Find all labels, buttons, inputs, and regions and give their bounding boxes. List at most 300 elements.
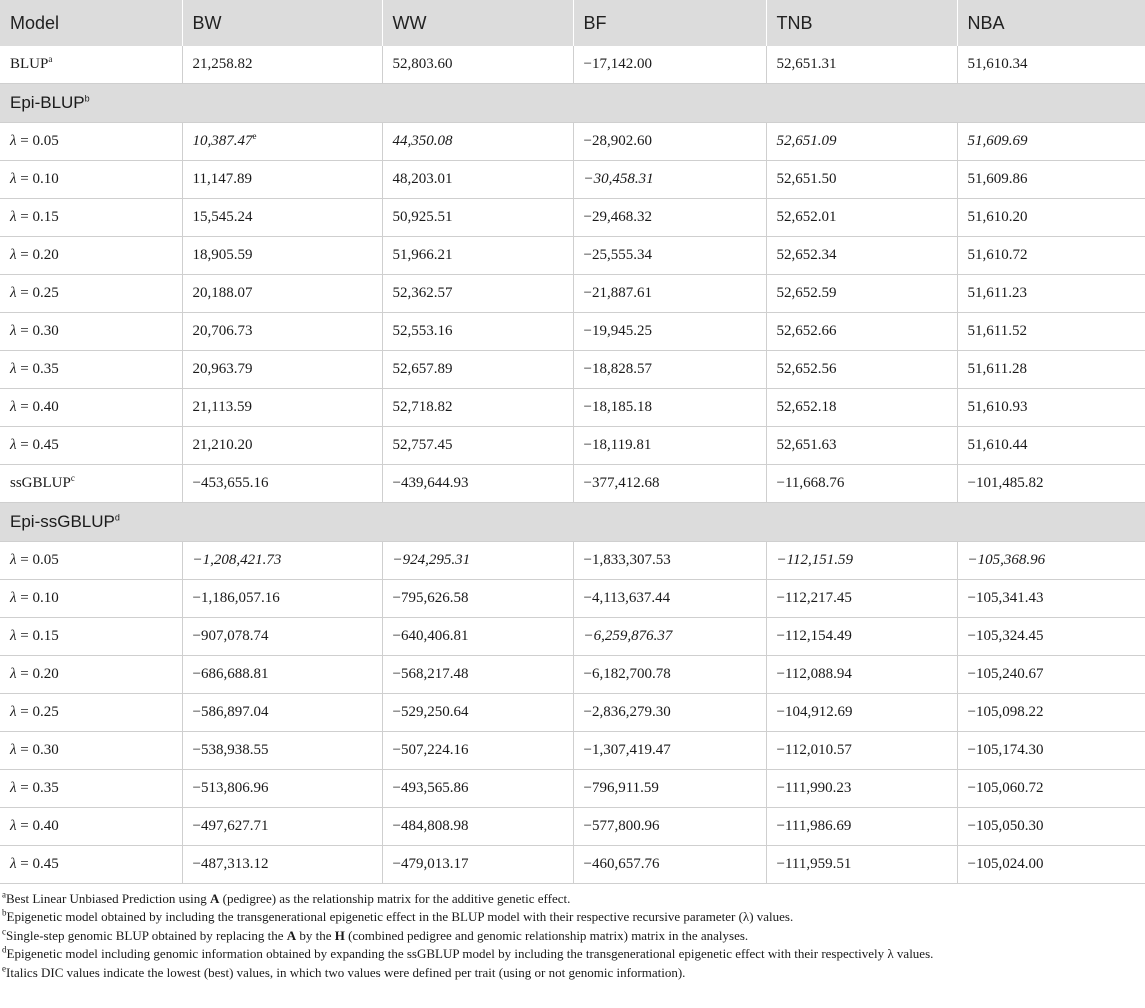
- table-body: [0, 46, 1145, 884]
- footnote-mark: e: [252, 131, 257, 141]
- value-cell: [573, 351, 766, 389]
- lambda-symbol: λ: [10, 780, 17, 796]
- value-cell: [182, 656, 382, 694]
- value-text: 51,610.93: [967, 399, 1028, 415]
- lambda-value: = 0.40: [20, 818, 59, 834]
- group-header-epi-blup: [0, 84, 1145, 123]
- footnote-mark: c: [70, 473, 75, 483]
- value-text: −105,060.72: [967, 780, 1044, 796]
- value-cell: [573, 542, 766, 580]
- model-cell: [0, 656, 182, 694]
- lambda-value: = 0.45: [20, 437, 59, 453]
- model-cell: [0, 694, 182, 732]
- lambda-value: = 0.40: [20, 399, 59, 415]
- value-cell: [382, 237, 573, 275]
- value-cell: [182, 427, 382, 465]
- value-text: 51,609.69: [967, 133, 1028, 149]
- value-text: −577,800.96: [583, 818, 660, 834]
- value-cell: [182, 275, 382, 313]
- value-cell: [382, 389, 573, 427]
- value-text: −924,295.31: [392, 552, 471, 568]
- value-cell: [573, 618, 766, 656]
- value-cell: [766, 123, 957, 161]
- value-text: −907,078.74: [192, 628, 269, 644]
- value-text: −28,902.60: [583, 133, 652, 149]
- value-text: −105,024.00: [967, 856, 1044, 872]
- value-text: −105,368.96: [967, 552, 1046, 568]
- value-text: −795,626.58: [392, 590, 469, 606]
- value-cell: [382, 313, 573, 351]
- value-text: 21,210.20: [192, 437, 253, 453]
- value-text: −6,259,876.37: [583, 628, 673, 644]
- value-cell: −377,412.68: [573, 465, 766, 503]
- footnote-mark: d: [2, 944, 7, 955]
- value-cell: −453,655.16: [182, 465, 382, 503]
- lambda-row: [0, 427, 1145, 465]
- value-text: −1,208,421.73: [192, 552, 282, 568]
- value-cell: [766, 656, 957, 694]
- value-cell: [573, 846, 766, 884]
- footnote-mark: e: [2, 963, 6, 974]
- lambda-row: [0, 618, 1145, 656]
- value-text: 44,350.08: [392, 133, 453, 149]
- lambda-symbol: λ: [10, 209, 17, 225]
- value-text: −29,468.32: [583, 209, 652, 225]
- value-text: −487,313.12: [192, 856, 269, 872]
- lambda-value: = 0.35: [20, 780, 59, 796]
- value-cell: [382, 808, 573, 846]
- value-text: −112,154.49: [776, 628, 852, 644]
- value-text: −112,088.94: [776, 666, 852, 682]
- value-cell: [182, 580, 382, 618]
- value-text: 51,610.20: [967, 209, 1028, 225]
- group-label: Epi-BLUP: [10, 93, 85, 112]
- lambda-symbol: λ: [10, 628, 17, 644]
- value-text: 52,652.01: [776, 209, 837, 225]
- value-cell: [382, 770, 573, 808]
- value-text: 18,905.59: [192, 247, 253, 263]
- value-text: 50,925.51: [392, 209, 453, 225]
- value-cell: [957, 694, 1145, 732]
- value-text: 52,718.82: [392, 399, 453, 415]
- model-cell: [0, 46, 182, 84]
- value-cell: [766, 580, 957, 618]
- lambda-symbol: λ: [10, 399, 17, 415]
- column-header-ww: WW: [382, 0, 573, 46]
- value-cell: [182, 199, 382, 237]
- value-cell: [573, 427, 766, 465]
- lambda-row: [0, 389, 1145, 427]
- lambda-row: [0, 656, 1145, 694]
- value-text: −1,186,057.16: [192, 590, 280, 606]
- value-text: 48,203.01: [392, 171, 453, 187]
- lambda-symbol: λ: [10, 171, 17, 187]
- footnote-text: (combined pedigree and genomic relationship matrix) matrix in the analyses.: [344, 927, 749, 943]
- value-cell: −101,485.82: [957, 465, 1145, 503]
- model-cell: [0, 808, 182, 846]
- model-cell: [0, 351, 182, 389]
- lambda-row: [0, 542, 1145, 580]
- value-cell: [382, 542, 573, 580]
- value-cell: [766, 237, 957, 275]
- value-cell: [766, 275, 957, 313]
- footnote-text: Single-step genomic BLUP obtained by replacing the: [6, 927, 287, 943]
- value-cell: −439,644.93: [382, 465, 573, 503]
- value-cell: [766, 389, 957, 427]
- value-text: 52,652.34: [776, 247, 837, 263]
- value-cell: [382, 694, 573, 732]
- value-text: 15,545.24: [192, 209, 253, 225]
- value-cell: [957, 199, 1145, 237]
- lambda-row: [0, 161, 1145, 199]
- lambda-value: = 0.25: [20, 285, 59, 301]
- value-text: 20,706.73: [192, 323, 253, 339]
- lambda-symbol: λ: [10, 361, 17, 377]
- value-text: 52,652.59: [776, 285, 837, 301]
- value-cell: −11,668.76: [766, 465, 957, 503]
- lambda-value: = 0.05: [20, 552, 59, 568]
- lambda-symbol: λ: [10, 856, 17, 872]
- value-text: −538,938.55: [192, 742, 269, 758]
- lambda-row: [0, 313, 1145, 351]
- lambda-symbol: λ: [10, 704, 17, 720]
- model-cell: [0, 123, 182, 161]
- value-text: −1,307,419.47: [583, 742, 671, 758]
- value-text: −460,657.76: [583, 856, 660, 872]
- lambda-value: = 0.05: [20, 133, 59, 149]
- value-cell: [382, 199, 573, 237]
- value-text: −484,808.98: [392, 818, 469, 834]
- footnote-mark: a: [2, 889, 6, 900]
- value-cell: [182, 313, 382, 351]
- value-text: 10,387.47: [192, 133, 253, 149]
- value-cell: [766, 770, 957, 808]
- value-cell: [573, 123, 766, 161]
- lambda-row: [0, 275, 1145, 313]
- value-text: −112,010.57: [776, 742, 852, 758]
- lambda-symbol: λ: [10, 323, 17, 339]
- value-cell: [957, 351, 1145, 389]
- value-text: −568,217.48: [392, 666, 469, 682]
- footnote-text: (pedigree) as the relationship matrix for the additive genetic effect.: [219, 891, 571, 906]
- value-cell: [957, 770, 1145, 808]
- value-text: −529,250.64: [392, 704, 469, 720]
- value-cell: [573, 808, 766, 846]
- value-text: 20,963.79: [192, 361, 253, 377]
- value-text: −104,912.69: [776, 704, 853, 720]
- value-cell: [573, 313, 766, 351]
- value-cell: [382, 351, 573, 389]
- lambda-row: [0, 846, 1145, 884]
- lambda-row: [0, 237, 1145, 275]
- lambda-symbol: λ: [10, 437, 17, 453]
- model-cell: [0, 427, 182, 465]
- lambda-value: = 0.35: [20, 361, 59, 377]
- group-label: Epi-ssGBLUP: [10, 512, 115, 531]
- value-text: 21,113.59: [192, 399, 252, 415]
- model-cell: [0, 275, 182, 313]
- value-cell: [573, 732, 766, 770]
- lambda-value: = 0.15: [20, 628, 59, 644]
- value-text: 51,609.86: [967, 171, 1028, 187]
- value-text: 52,652.56: [776, 361, 837, 377]
- value-text: −1,833,307.53: [583, 552, 671, 568]
- value-cell: [382, 846, 573, 884]
- header-row: [0, 0, 1145, 46]
- column-header-nba: NBA: [957, 0, 1145, 46]
- value-text: 51,610.72: [967, 247, 1028, 263]
- model-label: ssGBLUP: [10, 475, 71, 491]
- model-cell: [0, 770, 182, 808]
- value-cell: [382, 123, 573, 161]
- value-cell: [573, 580, 766, 618]
- value-cell: [182, 123, 382, 161]
- value-text: −112,151.59: [776, 552, 854, 568]
- value-cell: [957, 161, 1145, 199]
- value-cell: 52,651.31: [766, 46, 957, 84]
- value-text: 52,553.16: [392, 323, 453, 339]
- lambda-value: = 0.10: [20, 590, 59, 606]
- value-text: −686,688.81: [192, 666, 269, 682]
- value-text: −497,627.71: [192, 818, 269, 834]
- value-text: −6,182,700.78: [583, 666, 671, 682]
- column-header-tnb: TNB: [766, 0, 957, 46]
- value-cell: [182, 694, 382, 732]
- footnote-mark: a: [48, 54, 53, 64]
- value-text: −4,113,637.44: [583, 590, 671, 606]
- lambda-row: [0, 580, 1145, 618]
- model-cell: [0, 618, 182, 656]
- value-text: −2,836,279.30: [583, 704, 671, 720]
- value-text: −112,217.45: [776, 590, 852, 606]
- footnote-text: Best Linear Unbiased Prediction using: [6, 891, 210, 906]
- column-header-bw: BW: [182, 0, 382, 46]
- model-cell: [0, 542, 182, 580]
- value-text: 51,611.23: [967, 285, 1027, 301]
- value-text: −640,406.81: [392, 628, 469, 644]
- lambda-value: = 0.25: [20, 704, 59, 720]
- value-cell: [957, 732, 1145, 770]
- value-text: −105,098.22: [967, 704, 1044, 720]
- footnote-text: by the: [296, 927, 335, 943]
- lambda-value: = 0.20: [20, 247, 59, 263]
- value-text: −18,119.81: [583, 437, 652, 453]
- value-text: −111,986.69: [776, 818, 852, 834]
- value-cell: [382, 161, 573, 199]
- value-text: −18,185.18: [583, 399, 652, 415]
- value-cell: [573, 656, 766, 694]
- value-cell: [573, 199, 766, 237]
- value-cell: [382, 580, 573, 618]
- value-text: 11,147.89: [192, 171, 252, 187]
- value-text: 52,757.45: [392, 437, 453, 453]
- footnote-mark: c: [2, 926, 6, 937]
- matrix-symbol: H: [334, 927, 345, 943]
- value-cell: 52,803.60: [382, 46, 573, 84]
- value-cell: [182, 237, 382, 275]
- lambda-row: [0, 123, 1145, 161]
- value-cell: [957, 846, 1145, 884]
- footnote-text: Epigenetic model including genomic information obtained by expanding the ssGBLUP model by including the transgenerational epigenetic effect with their respectively λ values.: [6, 946, 934, 962]
- value-cell: [766, 351, 957, 389]
- value-text: 52,362.57: [392, 285, 453, 301]
- footnote-mark: d: [114, 512, 120, 523]
- value-text: 20,188.07: [192, 285, 253, 301]
- value-cell: [382, 656, 573, 694]
- value-cell: [766, 846, 957, 884]
- column-header-model: Model: [0, 0, 182, 46]
- value-text: −30,458.31: [583, 171, 654, 187]
- value-text: 52,651.63: [776, 437, 837, 453]
- lambda-symbol: λ: [10, 666, 17, 682]
- lambda-row: [0, 732, 1145, 770]
- value-cell: [382, 427, 573, 465]
- footnote-mark: b: [2, 908, 7, 919]
- footnotes: [0, 884, 1145, 982]
- lambda-symbol: λ: [10, 133, 17, 149]
- value-cell: [766, 694, 957, 732]
- value-cell: [182, 808, 382, 846]
- value-cell: [573, 770, 766, 808]
- value-text: 52,651.09: [776, 133, 837, 149]
- value-text: 52,652.18: [776, 399, 837, 415]
- value-cell: −17,142.00: [573, 46, 766, 84]
- lambda-symbol: λ: [10, 247, 17, 263]
- footnote-text: Epigenetic model obtained by including the transgenerational epigenetic effect in the BLUP model with their respective recursive parameter (λ) values.: [6, 909, 794, 925]
- value-cell: 21,258.82: [182, 46, 382, 84]
- lambda-symbol: λ: [10, 285, 17, 301]
- model-cell: [0, 580, 182, 618]
- lambda-value: = 0.15: [20, 209, 59, 225]
- value-cell: [766, 808, 957, 846]
- value-text: −18,828.57: [583, 361, 652, 377]
- value-text: 51,611.28: [967, 361, 1027, 377]
- value-cell: [766, 732, 957, 770]
- model-cell: [0, 465, 182, 503]
- value-text: −111,959.51: [776, 856, 852, 872]
- value-text: −105,240.67: [967, 666, 1044, 682]
- value-cell: [957, 123, 1145, 161]
- value-cell: [182, 161, 382, 199]
- value-text: −507,224.16: [392, 742, 469, 758]
- value-text: −493,565.86: [392, 780, 469, 796]
- column-header-bf: BF: [573, 0, 766, 46]
- value-text: −25,555.34: [583, 247, 652, 263]
- footnote-text: Italics DIC values indicate the lowest (best) values, in which two values were defined per trait (using or not genomic information).: [6, 964, 686, 980]
- value-text: −105,341.43: [967, 590, 1044, 606]
- model-cell: [0, 389, 182, 427]
- value-text: 51,611.52: [967, 323, 1027, 339]
- model-cell: [0, 199, 182, 237]
- value-cell: [182, 351, 382, 389]
- value-cell: [573, 161, 766, 199]
- model-cell: [0, 161, 182, 199]
- value-text: −105,050.30: [967, 818, 1044, 834]
- value-cell: [182, 618, 382, 656]
- lambda-row: [0, 770, 1145, 808]
- value-cell: [957, 389, 1145, 427]
- footnote-d: [2, 945, 1145, 963]
- value-text: −105,324.45: [967, 628, 1044, 644]
- footnote-b: [2, 908, 1145, 926]
- footnote-c: [2, 927, 1145, 945]
- value-text: −479,013.17: [392, 856, 469, 872]
- lambda-value: = 0.45: [20, 856, 59, 872]
- value-cell: 51,610.34: [957, 46, 1145, 84]
- lambda-value: = 0.30: [20, 323, 59, 339]
- value-cell: [766, 618, 957, 656]
- value-text: −796,911.59: [583, 780, 659, 796]
- value-cell: [766, 161, 957, 199]
- value-text: 52,652.66: [776, 323, 837, 339]
- lambda-symbol: λ: [10, 552, 17, 568]
- lambda-symbol: λ: [10, 590, 17, 606]
- lambda-value: = 0.20: [20, 666, 59, 682]
- value-cell: [382, 275, 573, 313]
- model-label: BLUP: [10, 56, 49, 72]
- footnote-a: [2, 890, 1145, 908]
- value-text: −111,990.23: [776, 780, 852, 796]
- group-header-epi-ssgblup: [0, 503, 1145, 542]
- footnote-mark: b: [84, 93, 90, 104]
- value-text: 52,657.89: [392, 361, 453, 377]
- value-cell: [182, 846, 382, 884]
- lambda-row: [0, 351, 1145, 389]
- lambda-row: [0, 694, 1145, 732]
- value-cell: [766, 427, 957, 465]
- value-text: −513,806.96: [192, 780, 269, 796]
- value-cell: [182, 732, 382, 770]
- lambda-symbol: λ: [10, 742, 17, 758]
- group-label-cell: [0, 503, 1145, 542]
- value-cell: [766, 199, 957, 237]
- value-text: 51,966.21: [392, 247, 453, 263]
- value-text: −21,887.61: [583, 285, 652, 301]
- lambda-row: [0, 199, 1145, 237]
- value-text: −586,897.04: [192, 704, 269, 720]
- model-cell: [0, 313, 182, 351]
- ssgblup-row: [0, 465, 1145, 503]
- model-cell: [0, 732, 182, 770]
- value-cell: [182, 389, 382, 427]
- value-text: −19,945.25: [583, 323, 652, 339]
- value-cell: [573, 389, 766, 427]
- lambda-symbol: λ: [10, 818, 17, 834]
- blup-row: [0, 46, 1145, 84]
- value-cell: [957, 542, 1145, 580]
- value-cell: [573, 275, 766, 313]
- value-cell: [957, 237, 1145, 275]
- value-cell: [957, 275, 1145, 313]
- value-cell: [957, 580, 1145, 618]
- matrix-symbol: A: [210, 891, 220, 906]
- lambda-row: [0, 808, 1145, 846]
- value-cell: [957, 656, 1145, 694]
- group-label-cell: [0, 84, 1145, 123]
- value-cell: [382, 618, 573, 656]
- value-cell: [957, 808, 1145, 846]
- footnote-e: [2, 964, 1145, 982]
- value-text: −105,174.30: [967, 742, 1044, 758]
- value-cell: [957, 313, 1145, 351]
- value-cell: [957, 618, 1145, 656]
- value-cell: [573, 237, 766, 275]
- lambda-value: = 0.30: [20, 742, 59, 758]
- model-cell: [0, 237, 182, 275]
- value-text: 52,651.50: [776, 171, 837, 187]
- value-cell: [573, 694, 766, 732]
- matrix-symbol: A: [286, 927, 297, 943]
